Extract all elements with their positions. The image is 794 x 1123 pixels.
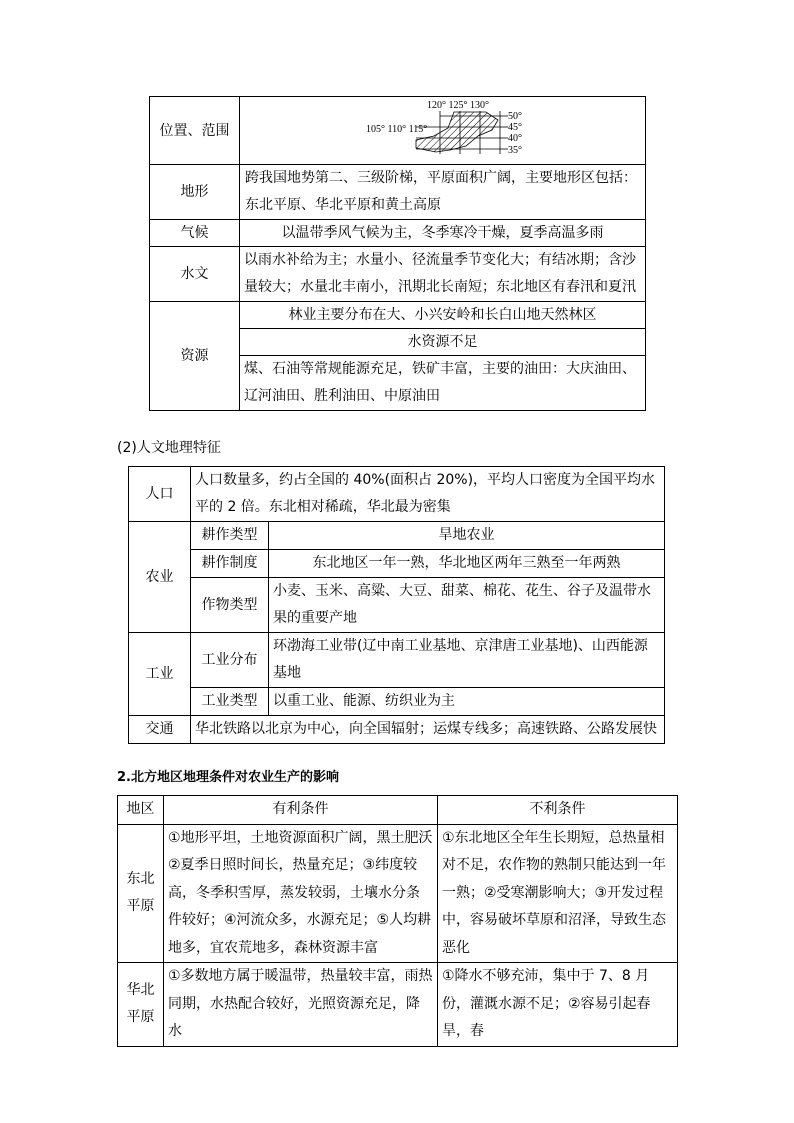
row-label-transport: 交通 [129, 716, 191, 744]
table-header-row [118, 796, 678, 825]
header-favorable: 有利条件 [164, 796, 438, 825]
row-label-terrain: 地形 [150, 165, 240, 220]
table-row [129, 550, 665, 578]
agri-crops-text: 小麦、玉米、高粱、大豆、甜菜、棉花、花生、谷子及温带水果的重要产地 [269, 578, 665, 633]
table-row [150, 247, 646, 302]
population-text: 人口数量多，约占全国的 40%(面积占 20%)，平均人口密度为全国平均水平的 2 倍。东北相对稀疏，华北最为密集 [191, 467, 665, 522]
map-top-longitude-labels: 120° 125° 130° [427, 99, 489, 111]
table-row [129, 467, 665, 522]
table-row [129, 633, 665, 688]
table-row [129, 716, 665, 744]
northeast-unfavorable: ①东北地区全年生长期短，总热量相对不足，农作物的熟制只能达到一年一熟；②受寒潮影响大；③开发过程中，容易破坏草原和沼泽，导致生态恶化 [438, 824, 678, 963]
agri-sub-label: 作物类型 [191, 578, 269, 633]
transport-text: 华北铁路以北京为中心，向全国辐射；运煤专线多；高速铁路、公路发展快 [191, 716, 665, 744]
north-china-unfavorable: ①降水不够充沛，集中于 7、8 月份，灌溉水源不足；②容易引起春旱，春 [438, 963, 678, 1047]
resource-energy: 煤、石油等常规能源充足，铁矿丰富，主要的油田：大庆油田、辽河油田、胜利油田、中原油田 [240, 356, 646, 411]
table-row [129, 688, 665, 716]
human-features-table [128, 466, 665, 744]
section-heading-human: (2)人文地理特征 [117, 440, 221, 456]
table-row [118, 963, 678, 1047]
industry-type-text: 以重工业、能源、纺织业为主 [269, 688, 665, 716]
agri-system-text: 东北地区一年一熟，华北地区两年三熟至一年两熟 [269, 550, 665, 578]
agri-conditions-table [117, 795, 678, 1047]
row-label-agriculture: 农业 [129, 522, 191, 633]
natural-features-table [149, 96, 646, 411]
row-label-location: 位置、范围 [150, 97, 240, 165]
terrain-text: 跨我国地势第二、三级阶梯，平原面积广阔，主要地形区包括：东北平原、华北平原和黄土高原 [240, 165, 646, 220]
row-label-hydrology: 水文 [150, 247, 240, 302]
row-label-industry: 工业 [129, 633, 191, 716]
table-row [129, 578, 665, 633]
hydrology-text: 以雨水补给为主；水量小、径流量季节变化大；有结冰期；含沙量较大；水量北丰南小，汛期北长南短；东北地区有春汛和夏汛 [240, 247, 646, 302]
location-map-cell [240, 97, 646, 165]
table-row [118, 824, 678, 963]
region-northeast: 东北平原 [118, 824, 164, 963]
resource-water: 水资源不足 [240, 329, 646, 356]
row-label-climate: 气候 [150, 220, 240, 247]
industry-sub-label: 工业分布 [191, 633, 269, 688]
table-row [150, 165, 646, 220]
table-row [150, 302, 646, 329]
climate-text: 以温带季风气候为主，冬季寒冷干燥，夏季高温多雨 [240, 220, 646, 247]
lat-45-label: 45° [508, 121, 522, 133]
table-row [150, 220, 646, 247]
lat-50-label: 50° [508, 110, 522, 122]
row-label-population: 人口 [129, 467, 191, 522]
agri-sub-label: 耕作类型 [191, 522, 269, 550]
northern-region-shape [416, 112, 498, 152]
agri-type-text: 旱地农业 [269, 522, 665, 550]
north-china-favorable: ①多数地方属于暖温带，热量较丰富，雨热同期，水热配合较好，光照资源充足，降水 [164, 963, 438, 1047]
lat-40-label: 40° [508, 132, 522, 144]
region-north-china: 华北平原 [118, 963, 164, 1047]
northeast-favorable: ①地形平坦，土地资源面积广阔，黑土肥沃②夏季日照时间长，热量充足；③纬度较高，冬季积雪厚，蒸发较弱，土壤水分条件较好；④河流众多，水源充足；⑤人均耕地多，宜农荒地多，森林资源丰富 [164, 824, 438, 963]
table-row [150, 97, 646, 165]
location-map [240, 98, 646, 164]
header-unfavorable: 不利条件 [438, 796, 678, 825]
section-heading-agriculture-impact: 2.北方地区地理条件对农业生产的影响 [117, 770, 339, 785]
map-left-longitude-labels: 105° 110° 115° [366, 123, 428, 135]
agri-sub-label: 耕作制度 [191, 550, 269, 578]
table-row [129, 522, 665, 550]
header-region: 地区 [118, 796, 164, 825]
industry-sub-label: 工业类型 [191, 688, 269, 716]
resource-forest: 林业主要分布在大、小兴安岭和长白山地天然林区 [240, 302, 646, 329]
industry-distribution-text: 环渤海工业带(辽中南工业基地、京津唐工业基地)、山西能源基地 [269, 633, 665, 688]
lat-35-label: 35° [508, 144, 522, 156]
row-label-resources: 资源 [150, 302, 240, 411]
